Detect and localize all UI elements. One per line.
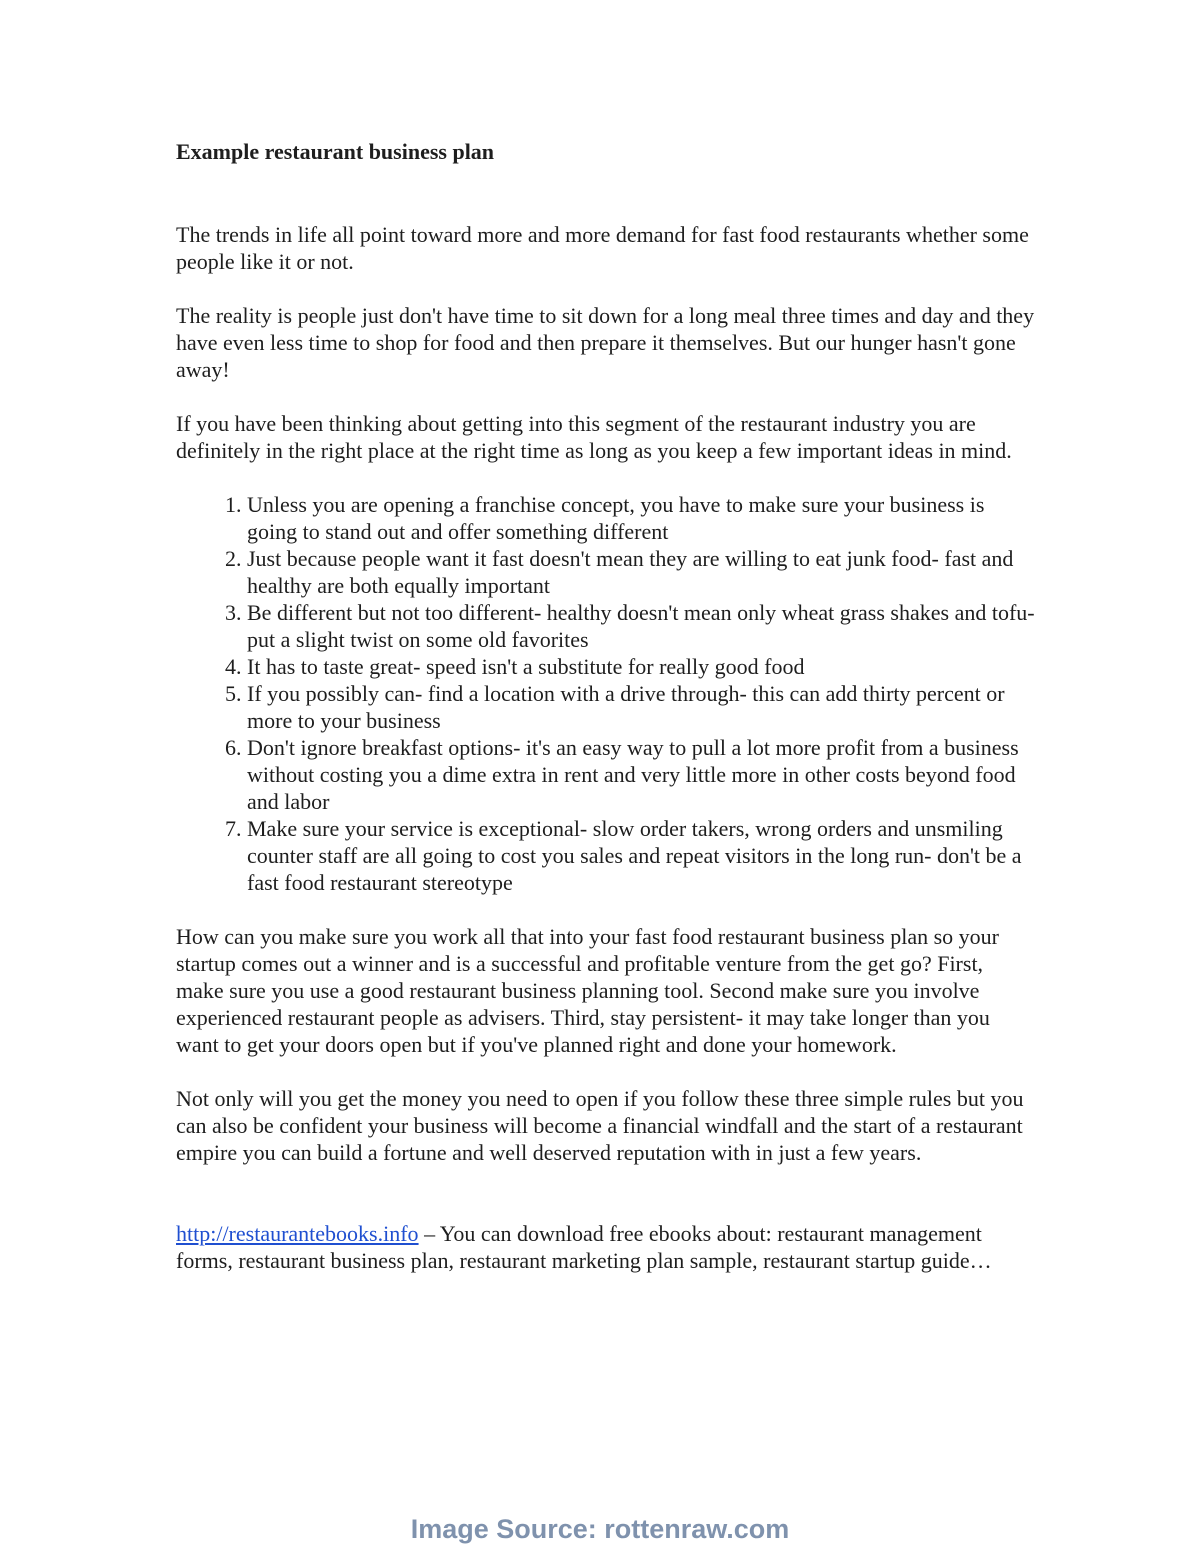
intro-paragraph-3: If you have been thinking about getting into this segment of the restaurant industry you are definitely in the right place at the right time as long as you keep a few important ideas in mind. bbox=[176, 411, 1012, 463]
list-item: 2. Just because people want it fast doesn't mean they are willing to eat junk food- fast and healthy are both equally important bbox=[247, 545, 1036, 599]
footer-text: – You can download free ebooks about: restaurant management forms, restaurant business plan, restaurant marketing plan sample, restaurant startup guide… bbox=[176, 1221, 992, 1273]
closing-paragraph-2: Not only will you get the money you need to open if you follow these three simple rules but you can also be confident your business will become a financial windfall and the start of a restaurant empire you can build a fortune and well deserved reputation with in just a few years. bbox=[176, 1086, 1024, 1165]
footer-note bbox=[176, 1220, 1036, 1274]
list-item: 7. Make sure your service is exceptional- slow order takers, wrong orders and unsmiling counter staff are all going to cost you sales and repeat visitors in the long run- don't be a fast food restaurant stereotype bbox=[247, 815, 1036, 896]
document-title: Example restaurant business plan bbox=[176, 139, 495, 164]
intro-paragraph-2: The reality is people just don't have time to sit down for a long meal three times and day and they have even less time to shop for food and then prepare it themselves. But our hunger hasn't gone away! bbox=[176, 303, 1035, 382]
document-page bbox=[176, 138, 1036, 1301]
list-item: 3. Be different but not too different- healthy doesn't mean only wheat grass shakes and tofu- put a slight twist on some old favorites bbox=[247, 599, 1036, 653]
closing-paragraph-1: How can you make sure you work all that into your fast food restaurant business plan so your startup comes out a winner and is a successful and profitable venture from the get go? First, make sure you use a good restaurant business planning tool. Second make sure you involve experienced restaurant people as advisers. Third, stay persistent- it may take longer than you want to get your doors open but if you've planned right and done your homework. bbox=[176, 924, 999, 1057]
list-item: 6. Don't ignore breakfast options- it's an easy way to pull a lot more profit from a business without costing you a dime extra in rent and very little more in other costs beyond food and labor bbox=[247, 734, 1036, 815]
list-item: 1. Unless you are opening a franchise concept, you have to make sure your business is going to stand out and offer something different bbox=[247, 491, 1036, 545]
list-item: 4. It has to taste great- speed isn't a substitute for really good food bbox=[247, 653, 1036, 680]
list-item: 5. If you possibly can- find a location with a drive through- this can add thirty percent or more to your business bbox=[247, 680, 1036, 734]
intro-paragraph-1: The trends in life all point toward more and more demand for fast food restaurants whether some people like it or not. bbox=[176, 222, 1029, 274]
tips-list bbox=[176, 491, 1036, 896]
image-source-watermark: Image Source: rottenraw.com bbox=[410, 1514, 790, 1544]
source-link[interactable]: http://restaurantebooks.info bbox=[176, 1221, 419, 1246]
